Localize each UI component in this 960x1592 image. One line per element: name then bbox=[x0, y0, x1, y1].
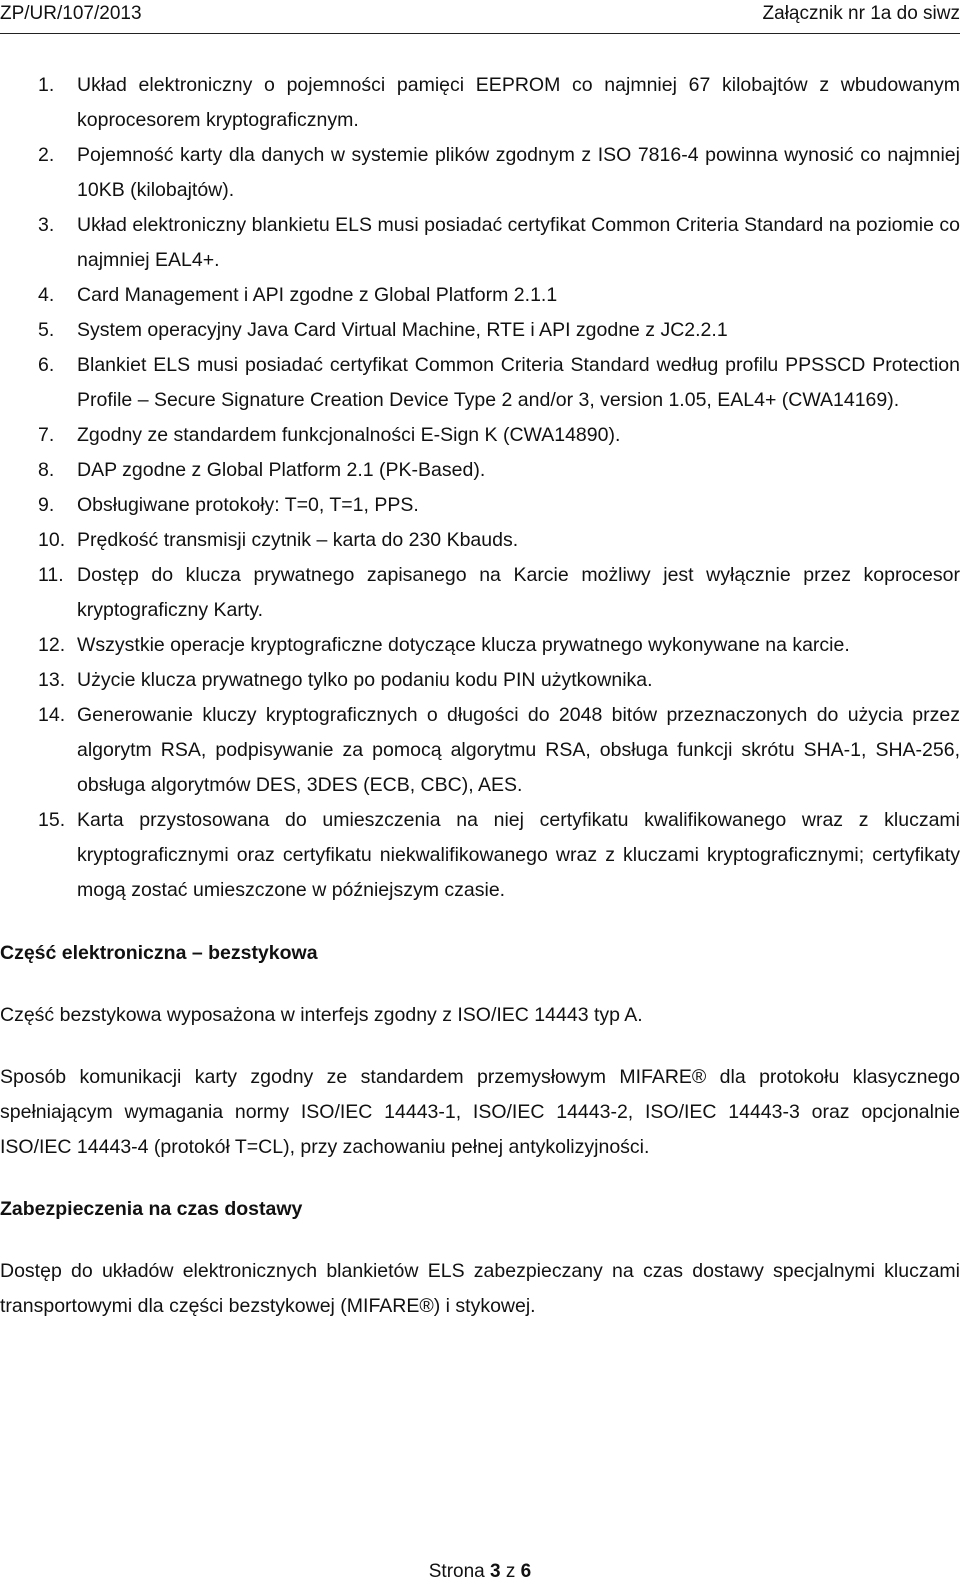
list-item bbox=[0, 453, 960, 488]
list-item bbox=[0, 698, 960, 803]
item-number: 7. bbox=[38, 424, 55, 446]
item-text: Układ elektroniczny o pojemności pamięci EEPROM co najmniej 67 kilobajtów z wbudowanym koprocesorem kryptograficznym. bbox=[77, 74, 960, 131]
page-footer bbox=[0, 1558, 960, 1586]
list-item bbox=[0, 558, 960, 628]
page-header bbox=[0, 0, 960, 30]
list-item bbox=[0, 208, 960, 278]
item-text: Zgodny ze standardem funkcjonalności E-Sign K (CWA14890). bbox=[77, 424, 621, 446]
list-item bbox=[0, 348, 960, 418]
section-heading-contactless: Część elektroniczna – bezstykowa bbox=[0, 942, 318, 964]
item-number: 4. bbox=[38, 284, 55, 306]
item-number: 14. bbox=[38, 704, 66, 726]
item-text: Generowanie kluczy kryptograficznych o długości do 2048 bitów przeznaczonych do użycia przez algorytm RSA, podpisywanie za pomocą algorytmu RSA, obsługa funkcji skrótu SHA-1, SHA-256, obsługa algorytmów DES, 3DES (ECB, CBC), AES. bbox=[77, 704, 960, 796]
list-item bbox=[0, 418, 960, 453]
item-text: Prędkość transmisji czytnik – karta do 230 Kbauds. bbox=[77, 529, 519, 551]
page-separator: z bbox=[505, 1561, 516, 1582]
item-text: Blankiet ELS musi posiadać certyfikat Common Criteria Standard według profilu PPSSCD Protection Profile – Secure Signature Creation Device Type 2 and/or 3, version 1.05, EAL4+ (CWA14169). bbox=[77, 354, 960, 411]
current-page-number: 3 bbox=[490, 1561, 501, 1582]
item-number: 13. bbox=[38, 669, 66, 691]
item-number: 10. bbox=[38, 529, 66, 551]
item-text: Karta przystosowana do umieszczenia na niej certyfikatu kwalifikowanego wraz z kluczami kryptograficznymi oraz certyfikatu niekwalifikowanego wraz z kluczami kryptograficznymi; certyfikaty mogą zostać umieszczone w późniejszym czasie. bbox=[77, 809, 960, 901]
paragraph-interface: Część bezstykowa wyposażona w interfejs zgodny z ISO/IEC 14443 typ A. bbox=[0, 1004, 643, 1026]
list-item bbox=[0, 68, 960, 138]
item-number: 2. bbox=[38, 144, 55, 166]
item-text: Wszystkie operacje kryptograficzne dotyczące klucza prywatnego wykonywane na karcie. bbox=[77, 634, 850, 656]
document-reference: ZP/UR/107/2013 bbox=[0, 3, 142, 24]
item-text: System operacyjny Java Card Virtual Machine, RTE i API zgodne z JC2.2.1 bbox=[77, 319, 728, 341]
paragraph-communication: Sposób komunikacji karty zgodny ze standardem przemysłowym MIFARE® dla protokołu klasycznego spełniającym wymagania normy ISO/IEC 14443-1, ISO/IEC 14443-2, ISO/IEC 14443-3 oraz opcjonalnie ISO/IEC 14443-4 (protokół T=CL), przy zachowaniu pełnej antykolizyjności. bbox=[0, 1066, 960, 1158]
list-item bbox=[0, 278, 960, 313]
item-number: 6. bbox=[38, 354, 55, 376]
list-item bbox=[0, 488, 960, 523]
item-text: Obsługiwane protokoły: T=0, T=1, PPS. bbox=[77, 494, 419, 516]
list-item bbox=[0, 523, 960, 558]
item-text: Dostęp do klucza prywatnego zapisanego na Karcie możliwy jest wyłącznie przez koprocesor kryptograficzny Karty. bbox=[77, 564, 960, 621]
requirements-list bbox=[0, 68, 960, 908]
paragraph-delivery-security: Dostęp do układów elektronicznych blankietów ELS zabezpieczany na czas dostawy specjalnymi kluczami transportowymi dla części bezstykowej (MIFARE®) i stykowej. bbox=[0, 1260, 960, 1317]
total-pages-number: 6 bbox=[520, 1561, 532, 1582]
item-text: DAP zgodne z Global Platform 2.1 (PK-Based). bbox=[77, 459, 486, 481]
item-number: 3. bbox=[38, 214, 55, 236]
section-heading-delivery: Zabezpieczenia na czas dostawy bbox=[0, 1198, 303, 1220]
list-item bbox=[0, 138, 960, 208]
item-text: Układ elektroniczny blankietu ELS musi posiadać certyfikat Common Criteria Standard na poziomie co najmniej EAL4+. bbox=[77, 214, 960, 271]
list-item bbox=[0, 628, 960, 663]
list-item bbox=[0, 803, 960, 908]
item-number: 12. bbox=[38, 634, 66, 656]
item-number: 15. bbox=[38, 809, 66, 831]
item-text: Użycie klucza prywatnego tylko po podaniu kodu PIN użytkownika. bbox=[77, 669, 653, 691]
item-number: 9. bbox=[38, 494, 55, 516]
item-text: Pojemność karty dla danych w systemie plików zgodnym z ISO 7816-4 powinna wynosić co najmniej 10KB (kilobajtów). bbox=[77, 144, 960, 201]
item-text: Card Management i API zgodne z Global Platform 2.1.1 bbox=[77, 284, 558, 306]
item-number: 1. bbox=[38, 74, 55, 96]
attachment-label: Załącznik nr 1a do siwz bbox=[762, 3, 960, 24]
list-item bbox=[0, 663, 960, 698]
header-divider bbox=[0, 33, 960, 34]
page-label: Strona bbox=[428, 1561, 485, 1582]
list-item bbox=[0, 313, 960, 348]
item-number: 8. bbox=[38, 459, 55, 481]
page-content bbox=[0, 68, 960, 1324]
item-number: 5. bbox=[38, 319, 55, 341]
item-number: 11. bbox=[38, 564, 64, 586]
